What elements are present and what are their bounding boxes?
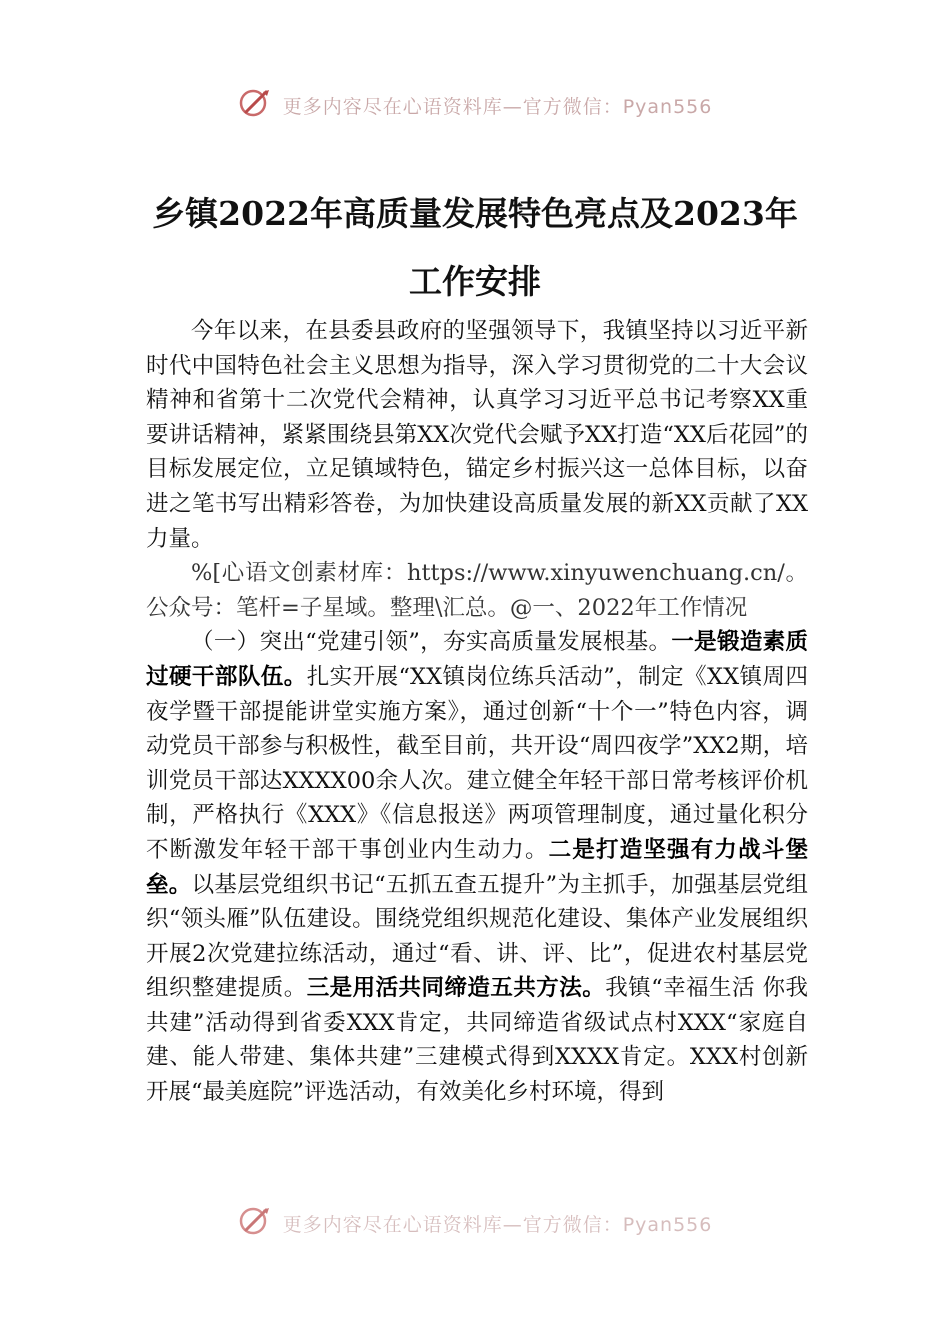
page-title-line2: 工作安排 bbox=[409, 262, 541, 301]
point3-text: 我镇“幸福生活 你我共建”活动得到省委XXX肯定，共同缔造省级试点村XXX“家庭自建、能人带建、集体共建”三建模式得到XXXX肯定。XXX村创新开展“最美庭院”评选活动，有效美化乡村环境，得到 bbox=[146, 975, 808, 1106]
point3-title: 三是用活共同缔造五共方法。 bbox=[306, 975, 606, 1002]
point2-title: 二是打造坚强有力战斗堡垒。 bbox=[146, 836, 808, 898]
point2-text: 以基层党组织书记“五抓五查五提升”为主抓手，加强基层党组织“领头雁”队伍建设。围绕党组织规范化建设、集体产业发展组织开展2次党建拉练活动，通过“看、讲、评、比”，促进农村基层党组织整建提质。 bbox=[146, 871, 808, 1002]
section1-heading: （一）突出“党建引领”，夯实高质量发展根基。 bbox=[191, 629, 672, 656]
watermark-top bbox=[0, 88, 950, 123]
intro-paragraph: 今年以来，在县委县政府的坚强领导下，我镇坚持以习近平新时代中国特色社会主义思想为指导，深入学习贯彻党的二十大会议精神和省第十二次党代会精神，认真学习习近平总书记考察XX重要讲话精神，紧紧围绕县第XX次党代会赋予XX打造“XX后花园”的目标发展定位，立足镇域特色，锚定乡村振兴这一总体目标，以奋进之笔书写出精彩答卷，为加快建设高质量发展的新XX贡献了XX力量。 bbox=[146, 318, 808, 552]
point1-text: 扎实开展“XX镇岗位练兵活动”，制定《XX镇周四夜学暨干部提能讲堂实施方案》，通过创新“十个一”特色内容，调动党员干部参与积极性，截至目前，共开设“周四夜学”XX2期，培训党员干部达XXXX00余人次。建立健全年轻干部日常考核评价机制，严格执行《XXX》《信息报送》两项管理制度，通过量化积分不断激发年轻干部干事创业内生动力。 bbox=[146, 663, 808, 863]
pen-logo-icon bbox=[238, 88, 272, 123]
point1-title: 一是锻造素质过硬干部队伍。 bbox=[146, 629, 808, 690]
watermark-bottom bbox=[0, 1206, 950, 1241]
section1-paragraph bbox=[146, 625, 808, 1109]
watermark-text: 更多内容尽在心语资料库—官方微信：Pyan556 bbox=[282, 96, 713, 118]
pen-logo-icon bbox=[238, 1206, 272, 1241]
document-body bbox=[146, 314, 808, 1219]
watermark-text: 更多内容尽在心语资料库—官方微信：Pyan556 bbox=[282, 1214, 713, 1236]
page-title-line1: 乡镇2022年高质量发展特色亮点及2023年 bbox=[152, 194, 798, 233]
source-note-paragraph: %[心语文创素材库：https://www.xinyuwenchuang.cn/。公众号：笔杆=子星域。整理\汇总。@一、2022年工作情况 bbox=[146, 560, 808, 621]
